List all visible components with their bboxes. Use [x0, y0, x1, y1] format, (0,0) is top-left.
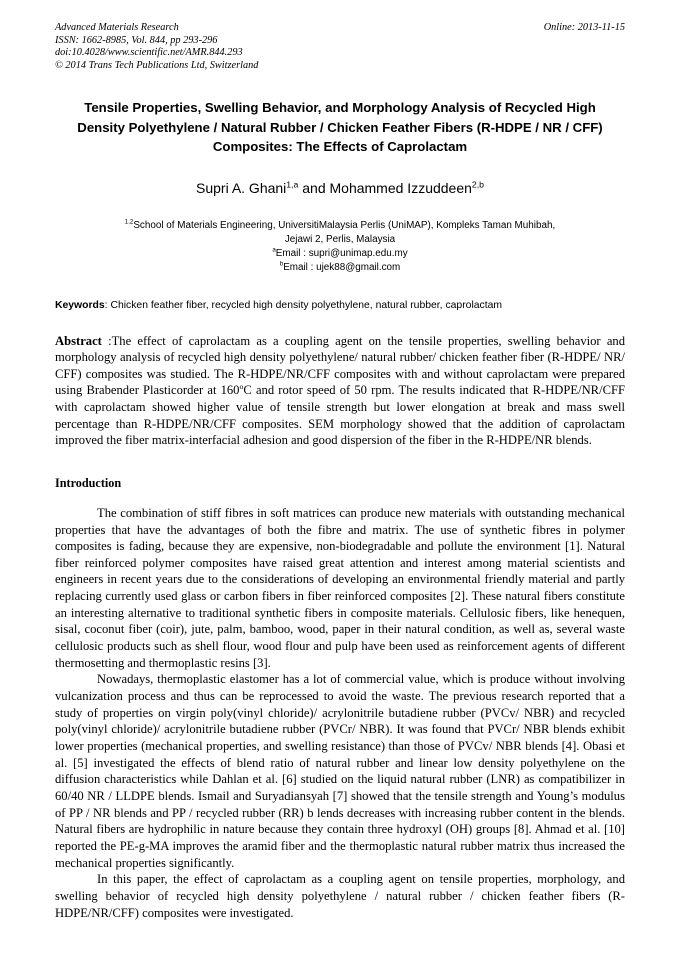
- author-affiliation-marker-2: 2,b: [471, 179, 484, 190]
- introduction-paragraph-3-text: In this paper, the effect of caprolactam as a coupling agent on tensile properties, morphology, and swelling behavior of recycled high density polyethylene / natural rubber / chicken feather fibers (R-HDPE/NR/CFF) composites were investigated.: [55, 872, 625, 920]
- email-marker-a: a: [272, 246, 276, 254]
- journal-running-header: [55, 22, 625, 72]
- email-line-1: [55, 247, 625, 261]
- abstract-separator: :: [101, 333, 112, 348]
- introduction-paragraph-1-text: The combination of stiff fibres in soft matrices can produce new materials with outstanding mechanical properties that have the advantages of both the fibre and matrix. The use of synthetic fibres in polymer composites is fading, because they are expensive, non-biodegradable and pollute the environment [1]. Natural fiber reinforced polymer composites have raised great attention and interest among material scientists and engineers in recent years due to the considerations of developing an environmental friendly material and partly replacing currently used glass or carbon fibers in fiber reinforced composites [2]. These natural fibers constitute an interesting alternative to traditional synthetic fibers in composite materials. Cellulosic fibers, like henequen, sisal, coconut fiber (coir), jute, palm, bamboo, wood, paper in their natural condition, as well as, several waste cellulosic products such as shell flour, wood flour and pulp have been used as reinforcement agents of different thermosetting and thermoplastic resins [3].: [55, 505, 625, 670]
- keywords-separator: :: [104, 299, 111, 311]
- abstract-block: [55, 333, 625, 449]
- abstract-label: Abstract: [55, 333, 102, 348]
- email-address-2: Email : ujek88@gmail.com: [283, 262, 401, 274]
- keywords-label: Keywords: [55, 299, 105, 311]
- journal-doi: doi:10.4028/www.scientific.net/AMR.844.293: [55, 47, 243, 59]
- affiliation-institution: School of Materials Engineering, UniversitiMalaysia Perlis (UniMAP), Kompleks Taman Muhibah,: [133, 219, 556, 231]
- affiliation-block: [55, 219, 625, 276]
- introduction-paragraph-3: [55, 871, 625, 921]
- page-content-column: [55, 22, 625, 921]
- online-publication-date: Online: 2013-11-15: [543, 22, 625, 33]
- journal-name: Advanced Materials Research: [55, 22, 179, 33]
- degree-symbol: o: [239, 382, 244, 392]
- keywords-value: Chicken feather fiber, recycled high density polyethylene, natural rubber, caprolactam: [110, 299, 503, 311]
- journal-issn-volume: ISSN: 1662-8985, Vol. 844, pp 293-296: [55, 34, 218, 46]
- affiliation-marker: 1,2: [124, 218, 134, 226]
- abstract-text-part-2: C and rotor speed of 50 rpm. The results indicated that R-HDPE/NR/CFF with caprolactam showed higher value of tensile strength but lower elongation at break and mass swell percentage than R-HDPE/NR/CFF composites. SEM morphology showed that the addition of caprolactam improved the fiber matrix-interfacial adhesion and good dispersion of the fiber in the R-HDPE/NR blends.: [55, 383, 625, 448]
- affiliation-line-2: Jejawi 2, Perlis, Malaysia: [284, 234, 396, 246]
- email-marker-b: b: [279, 261, 284, 269]
- keywords-block: [55, 298, 625, 313]
- author-affiliation-marker-1: 1,a: [286, 179, 299, 190]
- author-conjunction: and: [298, 179, 330, 196]
- affiliation-line-1: [55, 219, 625, 233]
- section-heading-introduction: Introduction: [55, 475, 122, 490]
- abstract-text-part-1: The effect of caprolactam as a coupling agent on the tensile properties, swelling behavior and morphology analysis of recycled high density polyethylene/ natural rubber/ chicken feather fiber (R-HDPE/ NR/ CFF) composites was studied. The R-HDPE/NR/CFF composites with and without caprolactam were prepared using Brabender Plasticorder at 160: [55, 333, 625, 398]
- author-name-1: Supri A. Ghani: [196, 179, 287, 196]
- author-list: [55, 179, 625, 197]
- email-address-1: Email : supri@unimap.edu.my: [275, 248, 408, 260]
- journal-copyright: © 2014 Trans Tech Publications Ltd, Switzerland: [55, 59, 259, 71]
- introduction-paragraph-2: [55, 671, 625, 871]
- page-title: Tensile Properties, Swelling Behavior, and Morphology Analysis of Recycled High Density Polyethylene / Natural Rubber / Chicken Feather Fibers (R-HDPE / NR / CFF) Composites: The Effects of Caprolactam: [77, 100, 603, 155]
- introduction-paragraph-1: [55, 505, 625, 672]
- introduction-paragraph-2-text: Nowadays, thermoplastic elastomer has a lot of commercial value, which is produce without involving vulcanization process and thus can be reprocessed to avoid the waste. The previous research reported that a study of properties on virgin poly(vinyl chloride)/ acrylonitrile butadiene rubber (PVCv/ NBR) and recycled poly(vinyl chloride)/ acrylonitrile butadiene rubber (PVCr/ NBR). It was found that PVCr/ NBR blends exhibit lower properties (mechanical properties, and swelling resistance) than those of PVCv/ NBR blends [4]. Obasi et al. [5] investigated the effects of blend ratio of natural rubber and linear low density polyethylene on the diffusion characteristics while Dahlan et al. [6] studied on the liquid natural rubber (LNR) as compatibilizer in 60/40 NR / LLDPE blends. Ismail and Suryadiansyah [7] showed that the tensile strength and Young’s modulus of PP / NR blends and PP / recycled rubber (RR) b lends decreases with increasing rubber content in the blends. Natural fibers are hydrophilic in nature because they contain three hydroxyl (OH) groups [8]. Ahmad et al. [10] reported the PE-g-MA improves the aramid fiber and the thermoplastic natural rubber matrix thus increased the mechanical properties significantly.: [55, 672, 625, 870]
- email-line-2: [55, 261, 625, 275]
- author-name-2: Mohammed Izzuddeen: [329, 179, 472, 196]
